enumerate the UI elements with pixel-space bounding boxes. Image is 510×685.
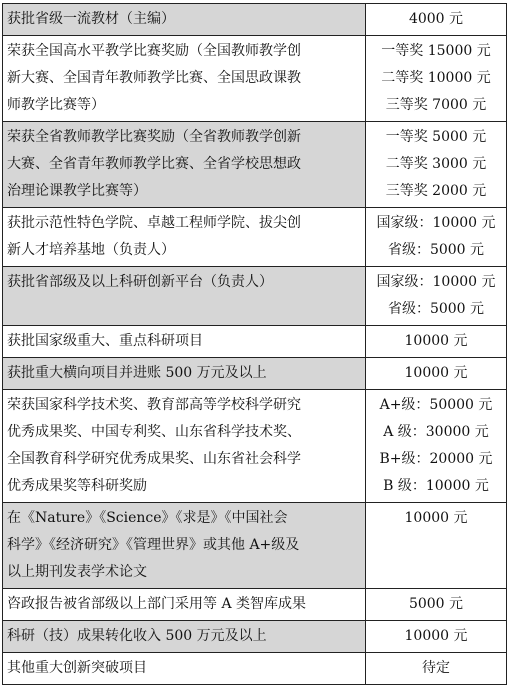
reward-amount-cell	[366, 653, 507, 685]
reward-amount-cell	[366, 326, 507, 358]
description-line: 获批示范性特色学院、卓越工程师学院、拔尖创	[7, 215, 301, 231]
reward-amount-cell	[366, 358, 507, 390]
description-line: 优秀成果奖等科研奖励	[7, 478, 147, 494]
reward-amount-cell	[366, 503, 507, 589]
description-line: 荣获全国高水平教学比赛奖励（全国教师教学创	[7, 43, 301, 59]
table-row	[3, 267, 507, 326]
description-line: 咨政报告被省部级以上部门采用等 A 类智库成果	[7, 596, 307, 612]
amount-line: B 级：10000 元	[383, 478, 489, 494]
item-description-cell	[3, 589, 366, 621]
description-line: 师教学比赛等）	[7, 97, 105, 113]
description-line: 荣获全省教师教学比赛奖励（全省教师教学创新	[7, 129, 301, 145]
award-table	[2, 3, 507, 685]
amount-line: 10000 元	[404, 333, 468, 349]
item-description-cell	[3, 358, 366, 390]
amount-line: B+级：20000 元	[379, 451, 493, 467]
award-table-body	[3, 4, 507, 685]
description-line: 荣获国家科学技术奖、教育部高等学校科学研究	[7, 397, 301, 413]
reward-amount-cell	[366, 208, 507, 267]
amount-line: 一等奖 5000 元	[385, 129, 487, 145]
reward-amount-cell	[366, 390, 507, 503]
amount-line: 10000 元	[404, 628, 468, 644]
table-row	[3, 390, 507, 503]
amount-line: 省级：5000 元	[387, 301, 485, 317]
amount-line: 三等奖 7000 元	[385, 97, 487, 113]
description-line: 新人才培养基地（负责人）	[7, 242, 175, 258]
amount-line: 5000 元	[408, 596, 464, 612]
table-row	[3, 589, 507, 621]
amount-line: 待定	[422, 660, 450, 676]
table-row	[3, 503, 507, 589]
item-description-cell	[3, 390, 366, 503]
amount-line: A 级：30000 元	[383, 424, 489, 440]
item-description-cell	[3, 267, 366, 326]
amount-line: 10000 元	[404, 365, 468, 381]
amount-line: 省级：5000 元	[387, 242, 485, 258]
description-line: 科研（技）成果转化收入 500 万元及以上	[7, 628, 267, 644]
description-line: 获批省部级及以上科研创新平台（负责人）	[7, 274, 273, 290]
description-line: 获批国家级重大、重点科研项目	[7, 333, 203, 349]
description-line: 新大赛、全国青年教师教学比赛、全国思政课教	[7, 70, 301, 86]
item-description-cell	[3, 621, 366, 653]
reward-amount-cell	[366, 621, 507, 653]
reward-amount-cell	[366, 4, 507, 36]
description-line: 优秀成果奖、中国专利奖、山东省科学技术奖、	[7, 424, 301, 440]
table-row	[3, 358, 507, 390]
amount-line: 一等奖 15000 元	[381, 43, 491, 59]
table-row	[3, 621, 507, 653]
reward-amount-cell	[366, 36, 507, 122]
description-line: 科学》《经济研究》《管理世界》或其他 A+级及	[7, 537, 300, 553]
description-line: 全国教育科学研究优秀成果奖、山东省社会科学	[7, 451, 301, 467]
item-description-cell	[3, 4, 366, 36]
table-row	[3, 653, 507, 685]
amount-line: 国家级：10000 元	[376, 215, 496, 231]
item-description-cell	[3, 122, 366, 208]
item-description-cell	[3, 653, 366, 685]
description-line: 大赛、全省青年教师教学比赛、全省学校思想政	[7, 156, 301, 172]
reward-amount-cell	[366, 589, 507, 621]
description-line: 以上期刊发表学术论文	[7, 564, 147, 580]
item-description-cell	[3, 326, 366, 358]
reward-amount-cell	[366, 122, 507, 208]
amount-line: 二等奖 3000 元	[385, 156, 487, 172]
amount-line: 国家级：10000 元	[376, 274, 496, 290]
table-row	[3, 326, 507, 358]
amount-line: 三等奖 2000 元	[385, 183, 487, 199]
amount-line: 4000 元	[408, 11, 464, 27]
item-description-cell	[3, 208, 366, 267]
description-line: 获批重大横向项目并进账 500 万元及以上	[7, 365, 267, 381]
table-row	[3, 36, 507, 122]
description-line: 在《Nature》《Science》《求是》《中国社会	[7, 510, 288, 526]
description-line: 治理论课教学比赛等）	[7, 183, 147, 199]
table-row	[3, 4, 507, 36]
table-row	[3, 208, 507, 267]
amount-line: 二等奖 10000 元	[381, 70, 491, 86]
amount-line: 10000 元	[404, 510, 468, 526]
table-row	[3, 122, 507, 208]
item-description-cell	[3, 36, 366, 122]
amount-line: A+级：50000 元	[379, 397, 493, 413]
description-line: 获批省级一流教材（主编）	[7, 11, 175, 27]
item-description-cell	[3, 503, 366, 589]
description-line: 其他重大创新突破项目	[7, 660, 147, 676]
reward-amount-cell	[366, 267, 507, 326]
